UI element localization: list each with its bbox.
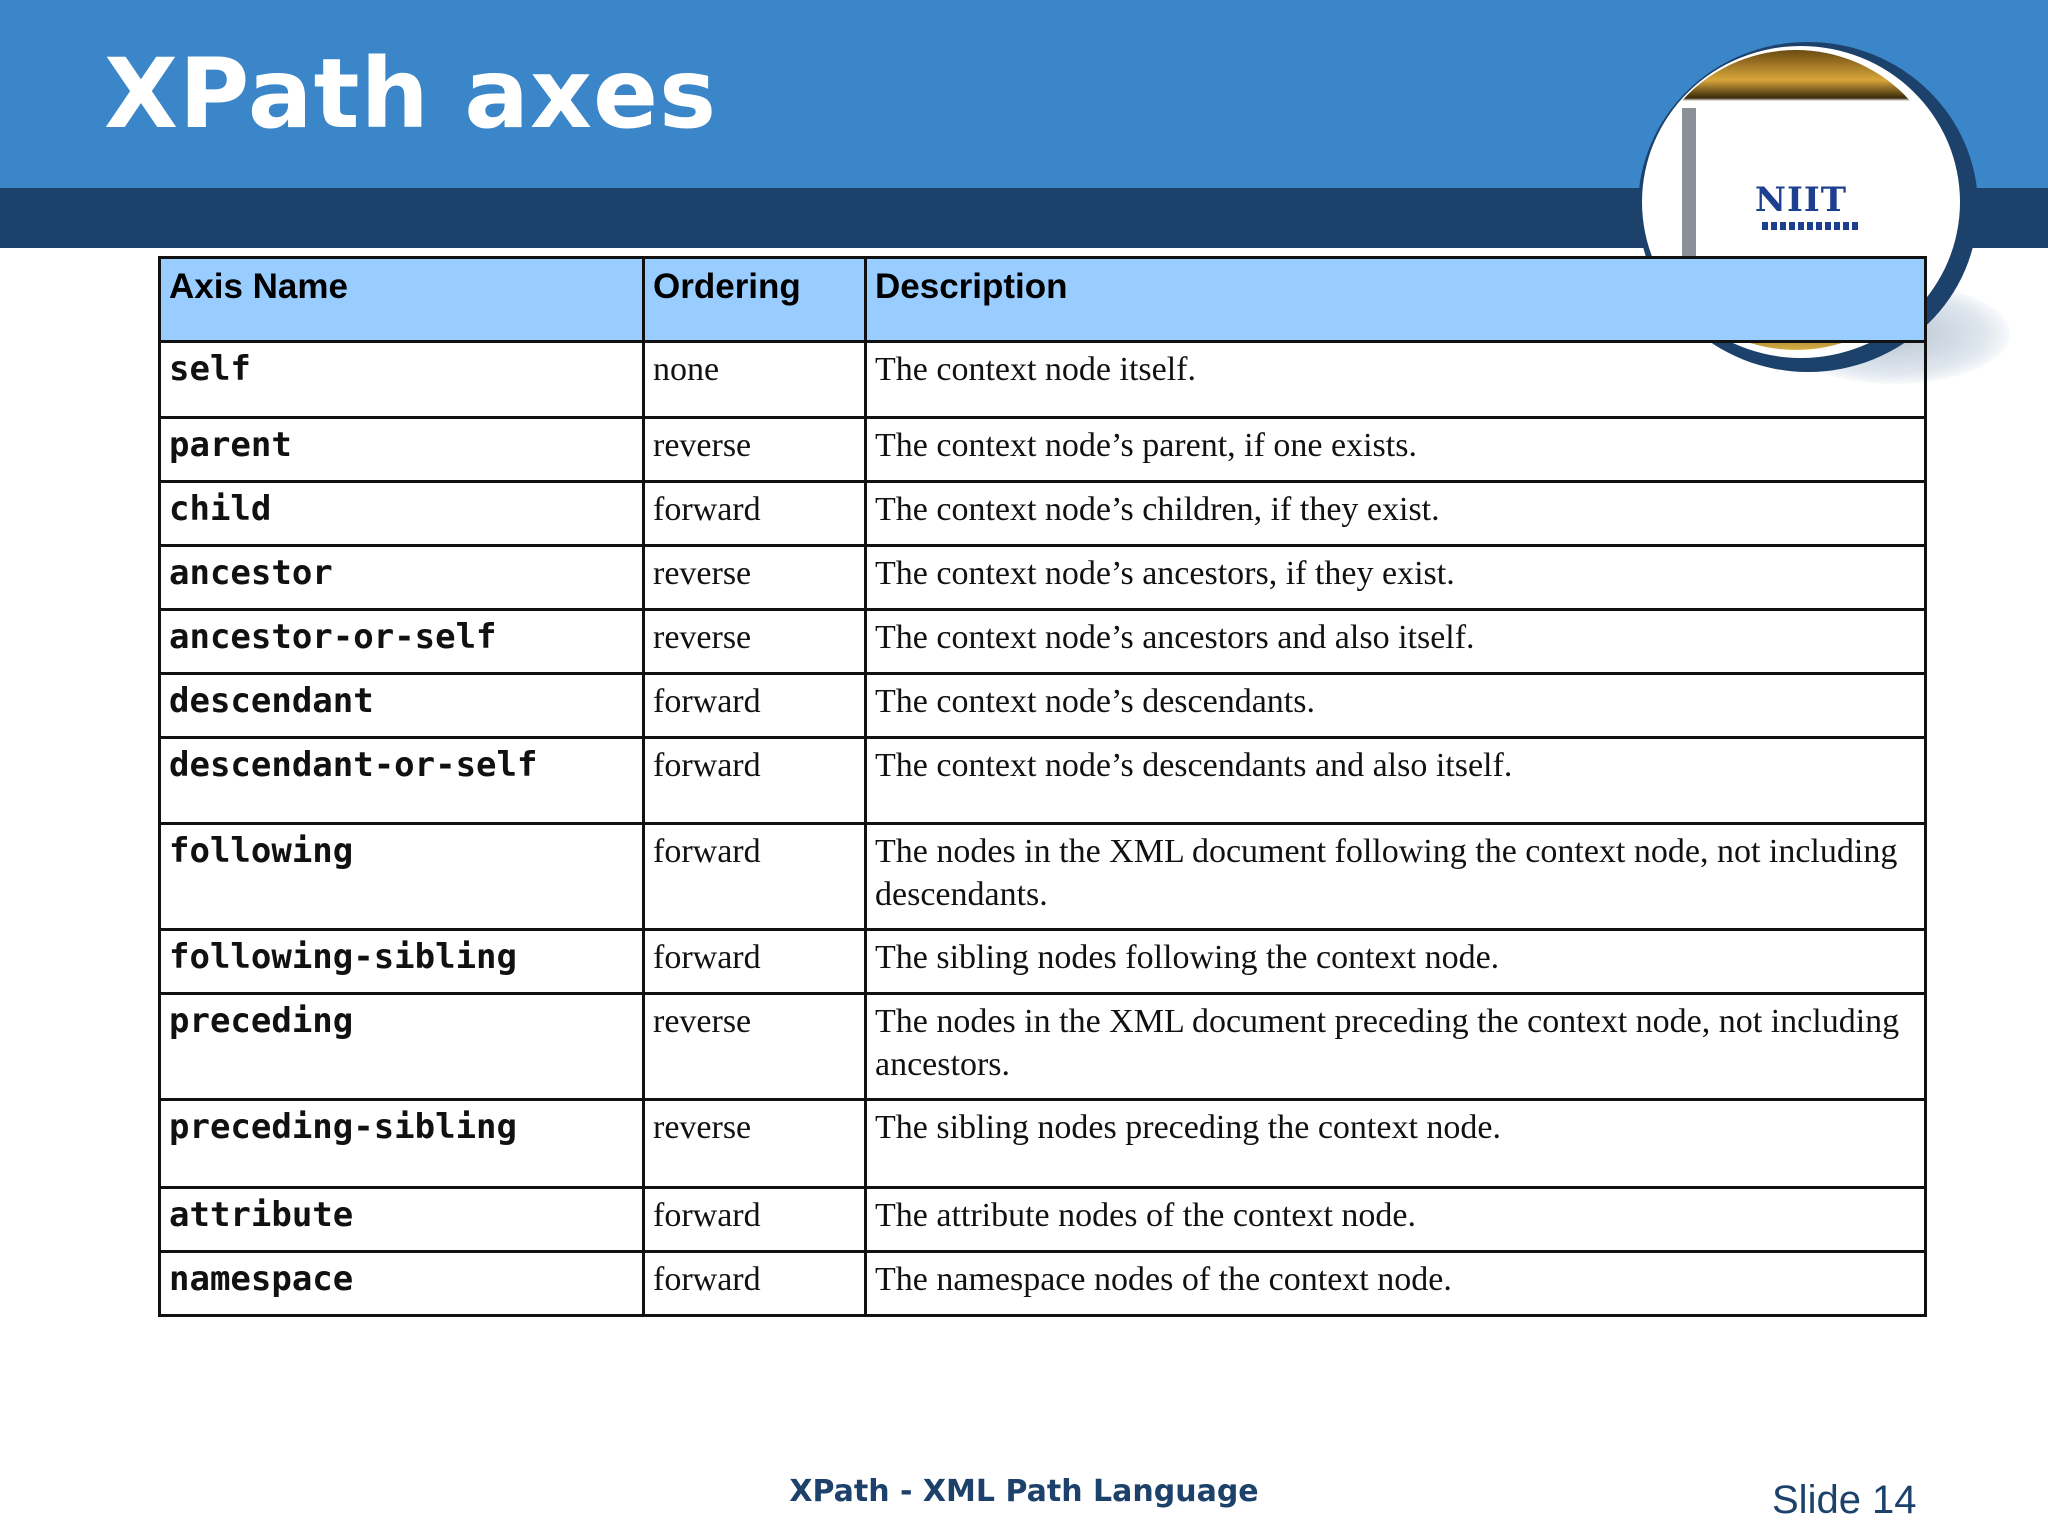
logo-tagline-mark <box>1762 222 1858 230</box>
table-row <box>160 738 1926 824</box>
ordering-cell: forward <box>644 824 866 930</box>
axis-name-cell: preceding-sibling <box>160 1100 644 1188</box>
ordering-cell: reverse <box>644 994 866 1100</box>
header-axis-name: Axis Name <box>160 258 644 342</box>
table-header-row <box>160 258 1926 342</box>
table-row <box>160 824 1926 930</box>
axis-name-cell: child <box>160 482 644 546</box>
ordering-cell: forward <box>644 674 866 738</box>
axis-name-cell: attribute <box>160 1188 644 1252</box>
axis-name-cell: self <box>160 342 644 418</box>
ordering-cell: reverse <box>644 610 866 674</box>
table-row <box>160 610 1926 674</box>
ordering-cell: reverse <box>644 418 866 482</box>
axes-table <box>158 256 1927 1317</box>
footer-title: XPath - XML Path Language <box>789 1474 1259 1509</box>
ordering-cell: forward <box>644 482 866 546</box>
axis-name-cell: parent <box>160 418 644 482</box>
table-row <box>160 546 1926 610</box>
table-row <box>160 418 1926 482</box>
table-row <box>160 1252 1926 1316</box>
description-cell: The context node’s ancestors and also itself. <box>866 610 1926 674</box>
slide-number: Slide 14 <box>1772 1478 1917 1522</box>
slide-title: XPath axes <box>104 38 718 150</box>
axis-name-cell: namespace <box>160 1252 644 1316</box>
table-row <box>160 930 1926 994</box>
axis-name-cell: following-sibling <box>160 930 644 994</box>
axis-name-cell: preceding <box>160 994 644 1100</box>
description-cell: The nodes in the XML document preceding the context node, not including ancestors. <box>866 994 1926 1100</box>
table-row <box>160 342 1926 418</box>
table-row <box>160 1100 1926 1188</box>
description-cell: The context node’s descendants. <box>866 674 1926 738</box>
table-row <box>160 482 1926 546</box>
description-cell: The context node’s children, if they exist. <box>866 482 1926 546</box>
description-cell: The sibling nodes preceding the context node. <box>866 1100 1926 1188</box>
description-cell: The sibling nodes following the context node. <box>866 930 1926 994</box>
axis-name-cell: following <box>160 824 644 930</box>
axis-name-cell: ancestor-or-self <box>160 610 644 674</box>
table-row <box>160 1188 1926 1252</box>
ordering-cell: reverse <box>644 1100 866 1188</box>
description-cell: The attribute nodes of the context node. <box>866 1188 1926 1252</box>
axis-name-cell: descendant <box>160 674 644 738</box>
ordering-cell: forward <box>644 738 866 824</box>
ordering-cell: forward <box>644 1188 866 1252</box>
ordering-cell: reverse <box>644 546 866 610</box>
description-cell: The context node’s ancestors, if they exist. <box>866 546 1926 610</box>
axis-name-cell: descendant-or-self <box>160 738 644 824</box>
description-cell: The context node itself. <box>866 342 1926 418</box>
description-cell: The nodes in the XML document following the context node, not including descendants. <box>866 824 1926 930</box>
ordering-cell: forward <box>644 930 866 994</box>
description-cell: The context node’s parent, if one exists. <box>866 418 1926 482</box>
description-cell: The context node’s descendants and also itself. <box>866 738 1926 824</box>
logo-text: NIIT <box>1754 180 1848 220</box>
table-row <box>160 994 1926 1100</box>
table-row <box>160 674 1926 738</box>
ordering-cell: forward <box>644 1252 866 1316</box>
header-description: Description <box>866 258 1926 342</box>
description-cell: The namespace nodes of the context node. <box>866 1252 1926 1316</box>
ordering-cell: none <box>644 342 866 418</box>
axis-name-cell: ancestor <box>160 546 644 610</box>
header-ordering: Ordering <box>644 258 866 342</box>
